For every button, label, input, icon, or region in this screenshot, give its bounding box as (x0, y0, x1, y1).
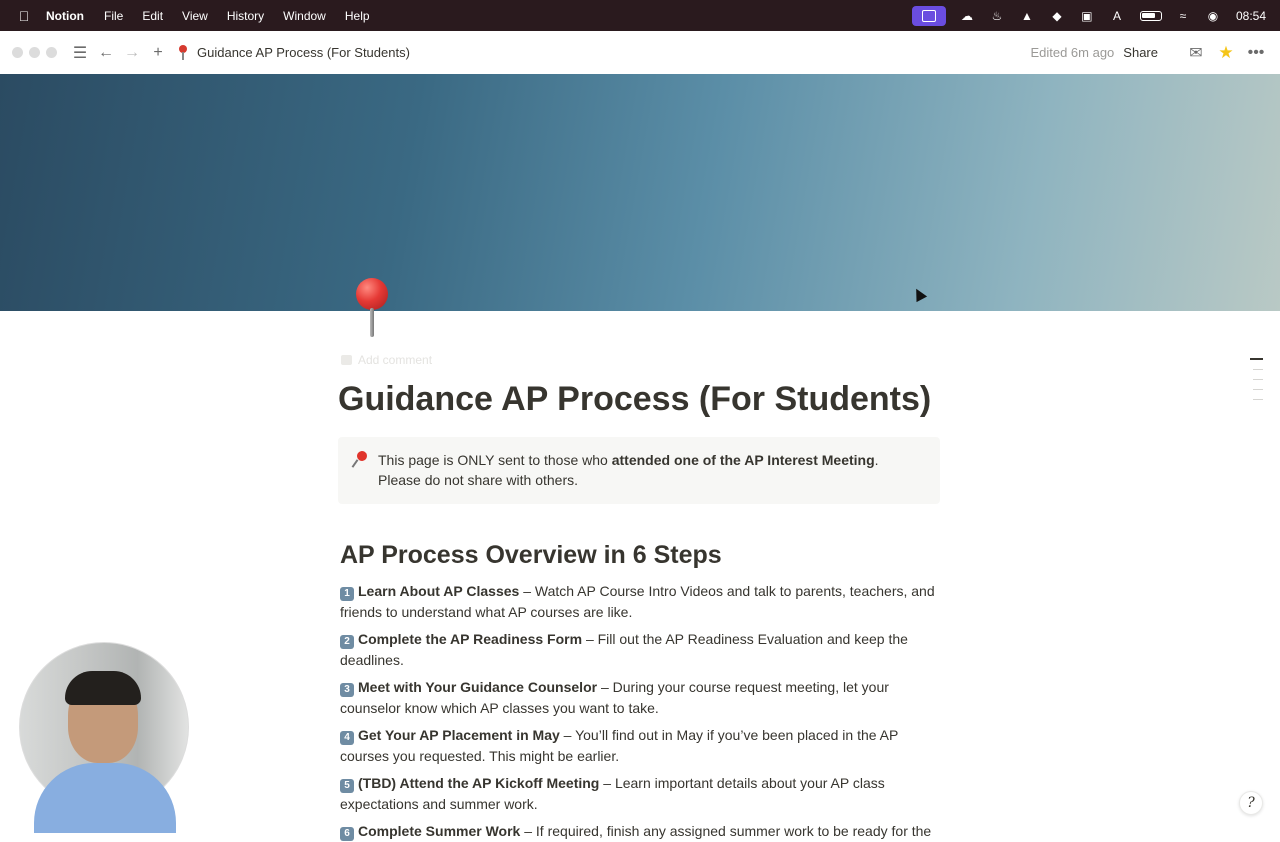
favorite-star-icon[interactable]: ★ (1218, 42, 1234, 62)
menu-file[interactable]: File (104, 8, 124, 23)
cloud-sync-icon[interactable]: ☁ (960, 8, 973, 23)
menu-clock[interactable]: 08:54 (1235, 8, 1266, 23)
keycap-number-icon: 1 (340, 587, 354, 601)
sidebar-toggle-icon[interactable]: ☰ (72, 44, 88, 62)
apple-icon[interactable] (16, 8, 32, 24)
pushpin-icon (351, 451, 369, 469)
keycap-number-icon: 3 (340, 683, 354, 697)
callout-text: This page is ONLY sent to those who attended one of the AP Interest Meeting. Please do not share with others. (378, 452, 879, 488)
comments-icon[interactable]: ✉ (1189, 44, 1203, 62)
keycap-number-icon: 4 (340, 731, 354, 745)
help-button[interactable]: ? (1239, 791, 1263, 815)
wifi-icon[interactable]: ≈ (1179, 8, 1187, 23)
screen-recorder-icon[interactable] (912, 6, 946, 26)
add-comment-label: Add comment (358, 353, 433, 367)
breadcrumb-pin-icon (177, 45, 189, 61)
menu-edit[interactable]: Edit (142, 8, 164, 23)
webcam-overlay (19, 642, 189, 812)
clipboard-icon[interactable]: ▣ (1081, 8, 1093, 23)
callout-block[interactable] (338, 437, 940, 504)
list-item[interactable]: 6 Complete Summer Work – If required, finish any assigned summer work to be ready for the (340, 821, 940, 831)
list-item[interactable]: 4 Get Your AP Placement in May – You’ll find out in May if you’ve been placed in the AP courses you requested. This might be earlier. (340, 727, 899, 764)
menu-bar (0, 0, 1280, 31)
menu-app-name[interactable]: Notion (46, 8, 84, 23)
page-pushpin-icon[interactable] (356, 278, 390, 340)
add-comment-button[interactable] (341, 353, 432, 367)
edited-timestamp: Edited 6m ago (1030, 45, 1115, 60)
drive-icon[interactable]: ▲ (1021, 8, 1033, 23)
notion-topbar (0, 31, 1280, 74)
close-window-button[interactable] (12, 47, 23, 58)
window-controls (12, 47, 63, 58)
section-heading[interactable]: AP Process Overview in 6 Steps (340, 541, 722, 569)
keycap-number-icon: 2 (340, 635, 354, 649)
topbar-actions (1030, 31, 1266, 74)
list-item[interactable]: 2 Complete the AP Readiness Form – Fill out the AP Readiness Evaluation and keep the deadlines. (340, 631, 908, 668)
zoom-window-button[interactable] (46, 47, 57, 58)
menu-history[interactable]: History (226, 8, 265, 23)
back-arrow-icon[interactable]: ← (98, 43, 114, 61)
new-page-plus-icon[interactable]: + (153, 43, 163, 61)
tag-icon[interactable]: ◆ (1052, 8, 1062, 23)
input-source-icon[interactable]: A (1112, 8, 1121, 23)
share-button[interactable]: Share (1123, 45, 1158, 60)
menu-bar-tray (912, 0, 1266, 31)
control-center-icon[interactable]: ◉ (1207, 8, 1219, 23)
list-item[interactable]: 1 Learn About AP Classes – Watch AP Course Intro Videos and talk to parents, teachers, and friends to understand what AP courses are like. (340, 583, 935, 620)
menu-help[interactable]: Help (344, 8, 370, 23)
list-item[interactable]: 3 Meet with Your Guidance Counselor – During your course request meeting, let your counselor know which AP classes you want to take. (340, 679, 889, 716)
keycap-number-icon: 6 (340, 827, 354, 841)
battery-icon[interactable] (1140, 11, 1162, 21)
list-item[interactable]: 5 (TBD) Attend the AP Kickoff Meeting – Learn important details about your AP class expectations and summer work. (340, 775, 885, 812)
flame-icon[interactable]: ♨ (991, 8, 1003, 23)
minimize-window-button[interactable] (29, 47, 40, 58)
breadcrumb-page-title[interactable]: Guidance AP Process (For Students) (197, 45, 410, 60)
forward-arrow-icon[interactable]: → (124, 43, 140, 61)
menu-window[interactable]: Window (283, 8, 326, 23)
table-of-contents-minimap[interactable] (1250, 358, 1263, 409)
page-cover-image[interactable] (0, 74, 1280, 311)
more-options-icon[interactable]: ••• (1247, 43, 1265, 61)
comment-icon (341, 355, 352, 365)
page-title[interactable]: Guidance AP Process (For Students) (338, 380, 932, 418)
keycap-number-icon: 5 (340, 779, 354, 793)
menu-view[interactable]: View (182, 8, 208, 23)
